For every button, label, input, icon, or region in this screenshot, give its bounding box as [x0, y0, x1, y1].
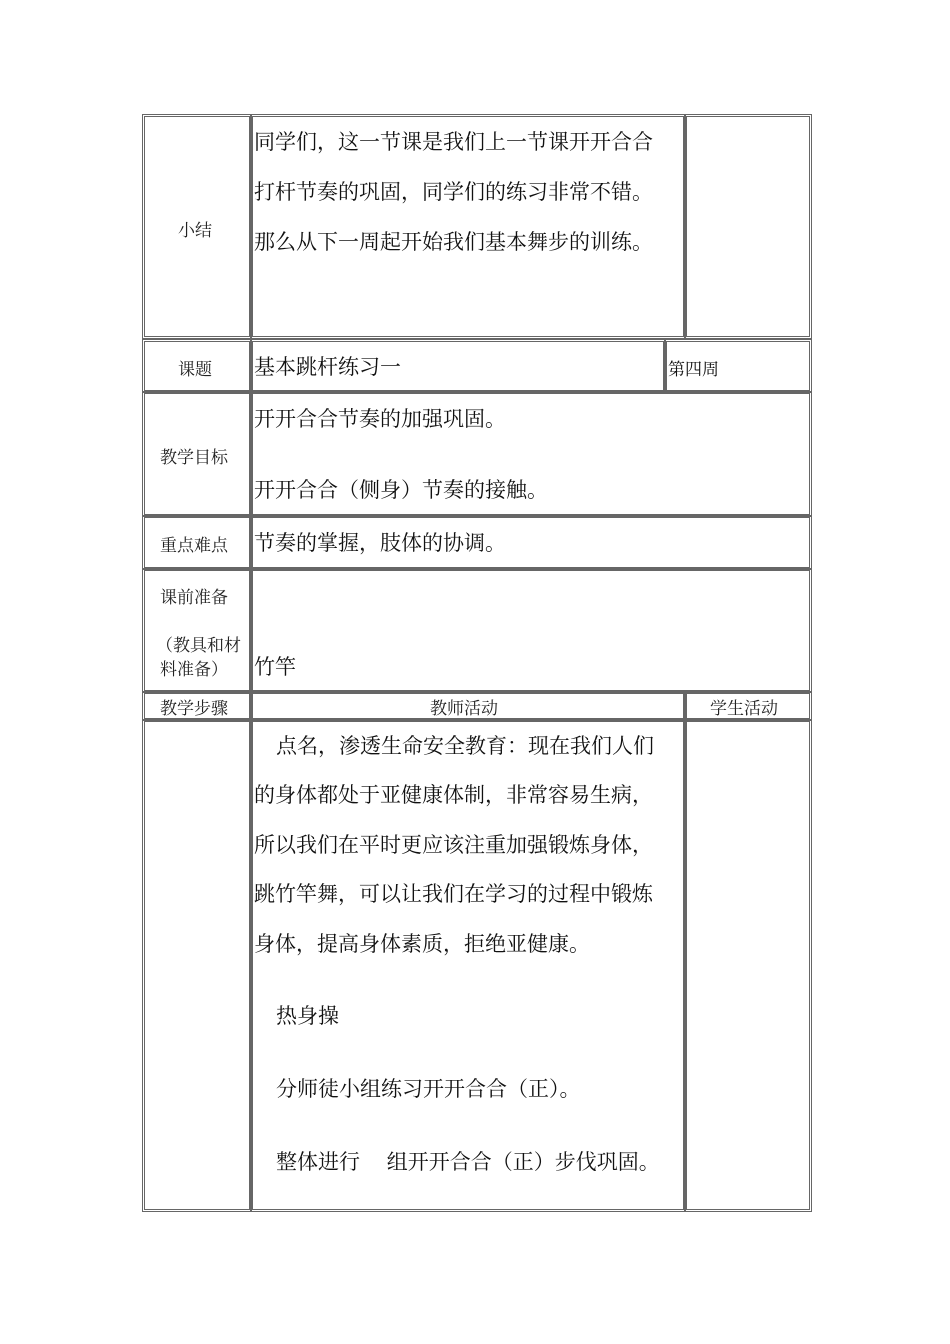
steps-header-step: 教学步骤 [160, 699, 228, 719]
steps-body-cell-3 [684, 719, 812, 1212]
teacher-activity-line-1: 点名，渗透生命安全教育：现在我们人们 [276, 734, 654, 758]
objectives-line-1: 开开合合节奏的加强巩固。 [254, 407, 506, 431]
objectives-line-2: 开开合合（侧身）节奏的接触。 [254, 478, 548, 502]
teacher-activity-line-7: 分师徒小组练习开开合合（正）。 [276, 1077, 581, 1101]
preparation-value: 竹竿 [254, 655, 296, 679]
teacher-activity-line-4: 跳竹竿舞，可以让我们在学习的过程中锻炼 [254, 882, 653, 906]
teacher-activity-line-6: 热身操 [276, 1004, 339, 1028]
topic-value: 基本跳杆练习一 [254, 355, 401, 379]
summary-label: 小结 [178, 221, 212, 241]
keypoints-label: 重点难点 [160, 536, 228, 556]
topic-label: 课题 [178, 360, 212, 380]
teacher-activity-line-2: 的身体都处于亚健康体制，非常容易生病， [254, 783, 653, 807]
preparation-label-line-2: （教具和材 [156, 636, 241, 656]
steps-header-student: 学生活动 [710, 699, 778, 719]
topic-week: 第四周 [668, 360, 719, 380]
summary-student-cell [684, 114, 812, 339]
preparation-label-line-3: 料准备） [160, 660, 228, 680]
teacher-activity-line-5: 身体，提高身体素质，拒绝亚健康。 [254, 932, 590, 956]
teacher-activity-line-3: 所以我们在平时更应该注重加强锻炼身体， [254, 833, 653, 857]
summary-line-2: 打杆节奏的巩固，同学们的练习非常不错。 [254, 180, 653, 204]
teacher-activity-line-8: 整体进行 组开开合合（正）步伐巩固。 [276, 1150, 660, 1174]
preparation-content-cell [250, 568, 812, 693]
preparation-label-line-1: 课前准备 [160, 588, 228, 608]
steps-body-cell-1 [142, 719, 252, 1212]
objectives-label: 教学目标 [160, 448, 228, 468]
summary-line-1: 同学们，这一节课是我们上一节课开开合合 [254, 130, 653, 154]
summary-line-3: 那么从下一周起开始我们基本舞步的训练。 [254, 230, 653, 254]
keypoints-value: 节奏的掌握，肢体的协调。 [254, 531, 506, 555]
steps-header-teacher: 教师活动 [430, 699, 498, 719]
